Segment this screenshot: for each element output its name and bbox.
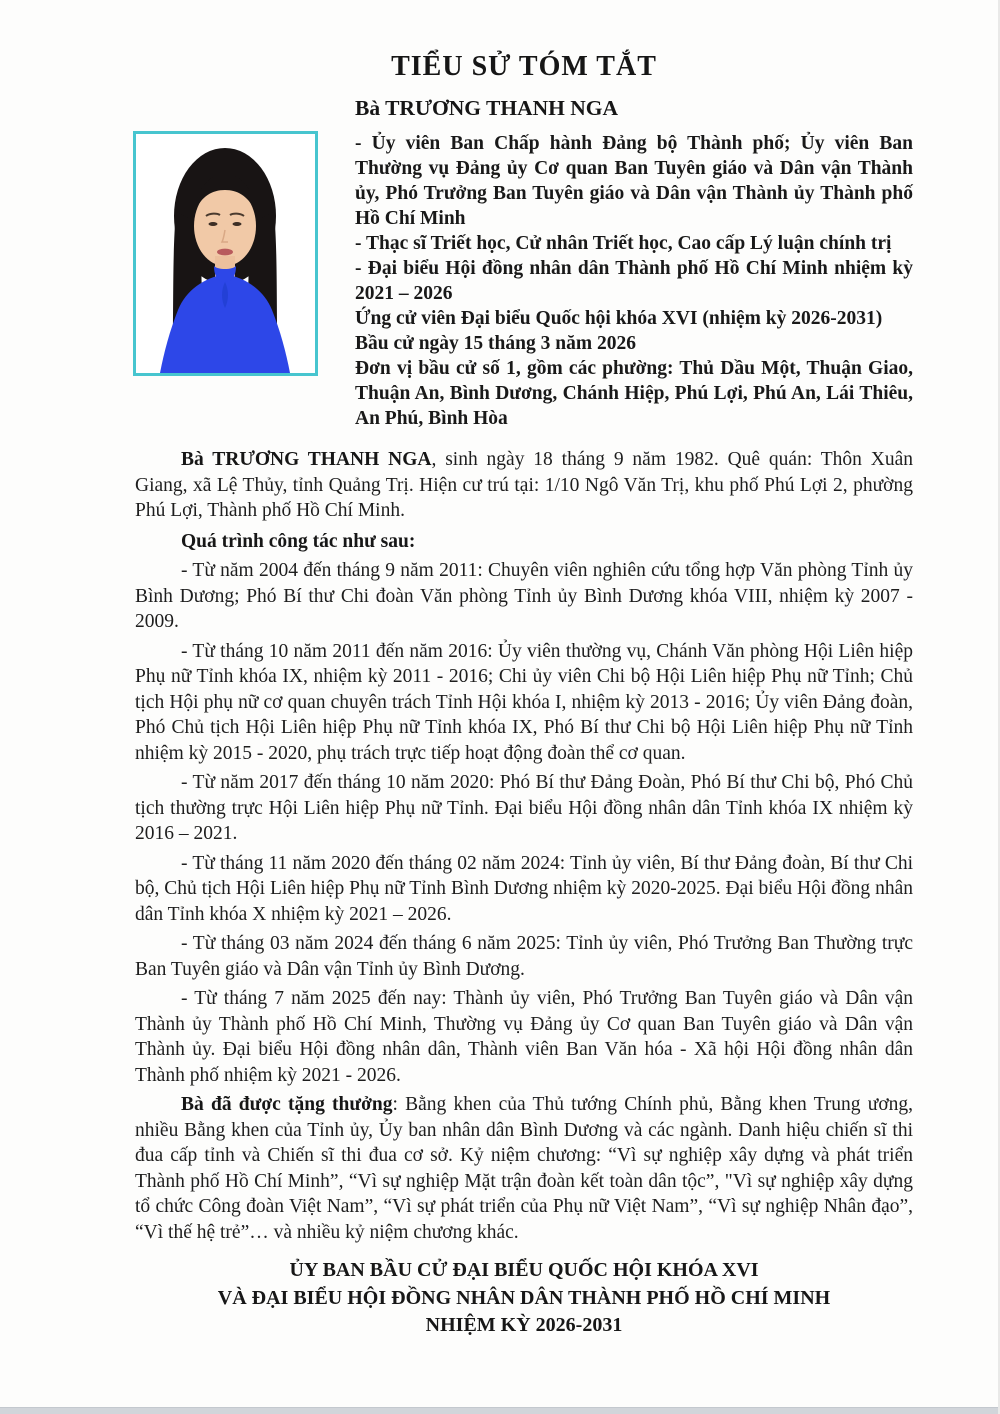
intro-text: , sinh ngày 18 tháng 9 năm 1982. Quê quán: Thôn Xuân Giang, xã Lệ Thủy, tỉnh Quảng Trị. Hiện cư trú tại: 1/10 Ngô Văn Trị, khu phố Phú Lợi 2, phường Phú Lợi, Thành phố Hồ Chí Minh.: [135, 449, 913, 521]
bottom-edge-bar: [0, 1407, 998, 1414]
career-item: - Từ tháng 10 năm 2011 đến năm 2016: Ủy viên thường vụ, Chánh Văn phòng Hội Liên hiệp Phụ nữ Tỉnh khóa IX, nhiệm kỳ 2011 - 2016; Chi ủy viên Chi bộ Hội Liên hiệp Phụ nữ Tỉnh; Chủ tịch Hội phụ nữ cơ quan chuyên trách Tỉnh Hội khóa I, nhiệm kỳ 2013 - 2016; Ủy viên Đảng đoàn, Phó Chủ tịch Hội Liên hiệp Phụ nữ Tỉnh khóa IX, Phó Bí thư Chi bộ Hội Liên hiệp Phụ nữ Tỉnh nhiệm kỳ 2015 - 2020, phụ trách trực tiếp hoạt động đoàn thể cơ quan.: [135, 640, 913, 764]
portrait-illustration: [136, 134, 315, 373]
footer-line: NHIỆM KỲ 2026-2031: [425, 1314, 623, 1336]
biography-body: [135, 447, 913, 1245]
career-item: - Từ tháng 11 năm 2020 đến tháng 02 năm 2024: Tỉnh ủy viên, Bí thư Đảng đoàn, Bí thư Chi bộ, Chủ tịch Hội Liên hiệp Phụ nữ Tỉnh Bình Dương nhiệm kỳ 2020-2025. Đại biểu Hội đồng nhân dân Tỉnh khóa X nhiệm kỳ 2021 – 2026.: [135, 852, 913, 925]
portrait-photo: [133, 131, 318, 376]
footer-line: ỦY BAN BẦU CỬ ĐẠI BIỂU QUỐC HỘI KHÓA XVI: [289, 1259, 759, 1281]
career-item: - Từ năm 2017 đến tháng 10 năm 2020: Phó Bí thư Đảng Đoàn, Phó Bí thư Chi bộ, Phó Chủ tịch thường trực Hội Liên hiệp Phụ nữ Tỉnh. Đại biểu Hội đồng nhân dân Tỉnh khóa IX nhiệm kỳ 2016 – 2021.: [135, 772, 913, 844]
awards-paragraph: [135, 1092, 913, 1245]
highlight-line: - Ủy viên Ban Chấp hành Đảng bộ Thành phố; Ủy viên Ban Thường vụ Đảng ủy Cơ quan Ban Tuyên giáo và Dân vận Thành ủy, Phó Trưởng Ban Tuyên giáo và Dân vận Thành ủy Thành phố Hồ Chí Minh: [355, 133, 913, 229]
highlight-line: - Đại biểu Hội đồng nhân dân Thành phố Hồ Chí Minh nhiệm kỳ 2021 – 2026: [355, 258, 913, 304]
highlight-line: Ứng cử viên Đại biểu Quốc hội khóa XVI (nhiệm kỳ 2026-2031): [355, 308, 883, 329]
highlight-line: Đơn vị bầu cử số 1, gồm các phường: Thủ Dầu Một, Thuận Giao, Thuận An, Bình Dương, Chánh Hiệp, Phú Lợi, Phú An, Lái Thiêu, An Phú, Bình Hòa: [355, 358, 913, 429]
career-item: - Từ tháng 7 năm 2025 đến nay: Thành ủy viên, Phó Trưởng Ban Tuyên giáo và Dân vận Thành ủy Thành phố Hồ Chí Minh, Thường vụ Đảng ủy Cơ quan Ban Tuyên giáo và Dân vận Thành ủy. Đại biểu Hội đồng nhân dân, Thành viên Ban Văn hóa - Xã hội Hội đồng nhân dân Thành phố nhiệm kỳ 2021 - 2026.: [135, 988, 913, 1086]
profile-section: [135, 131, 913, 431]
career-list: [135, 558, 913, 1088]
footer-line: VÀ ĐẠI BIỂU HỘI ĐỒNG NHÂN DÂN THÀNH PHỐ HỒ CHÍ MINH: [217, 1286, 831, 1309]
page-title: TIỂU SỬ TÓM TẮT: [391, 51, 657, 82]
awards-text: : Bằng khen của Thủ tướng Chính phủ, Bằng khen Trung ương, nhiều Bằng khen của Tỉnh ủy, Ủy ban nhân dân Bình Dương và các ngành. Danh hiệu chiến sĩ thi đua cấp tỉnh và Chiến sĩ thi đua cơ sở. Kỷ niệm chương: “Vì sự nghiệp xây dựng và phát triển Thành phố Hồ Chí Minh”, “Vì sự nghiệp Mặt trận đoàn kết toàn dân tộc”, "Vì sự nghiệp xây dựng tổ chức Công đoàn Việt Nam”, “Vì sự phát triển của Phụ nữ Việt Nam”, “Vì sự nghiệp Nhân đạo”, “Vì thế hệ trẻ”… và nhiều kỷ niệm chương khác.: [135, 1094, 914, 1243]
candidate-highlights: [355, 131, 913, 431]
candidate-name-heading: Bà TRƯƠNG THANH NGA: [355, 96, 619, 120]
awards-lead: Bà đã được tặng thưởng: [181, 1094, 393, 1115]
career-heading: Quá trình công tác như sau:: [181, 530, 416, 552]
career-item: - Từ năm 2004 đến tháng 9 năm 2011: Chuyên viên nghiên cứu tổng hợp Văn phòng Tỉnh ủy Bình Dương; Phó Bí thư Chi đoàn Văn phòng Tỉnh ủy Bình Dương khóa VIII, nhiệm kỳ 2007 - 2009.: [135, 560, 913, 632]
highlight-line: Bầu cử ngày 15 tháng 3 năm 2026: [355, 333, 636, 354]
career-item: - Từ tháng 03 năm 2024 đến tháng 6 năm 2025: Tỉnh ủy viên, Phó Trưởng Ban Thường trực Ban Tuyên giáo và Dân vận Tỉnh ủy Bình Dương.: [135, 933, 913, 980]
intro-name: Bà TRƯƠNG THANH NGA: [181, 449, 432, 470]
intro-paragraph: [135, 447, 913, 524]
highlight-line: - Thạc sĩ Triết học, Cử nhân Triết học, Cao cấp Lý luận chính trị: [355, 233, 892, 254]
footer-committee: [135, 1257, 913, 1340]
